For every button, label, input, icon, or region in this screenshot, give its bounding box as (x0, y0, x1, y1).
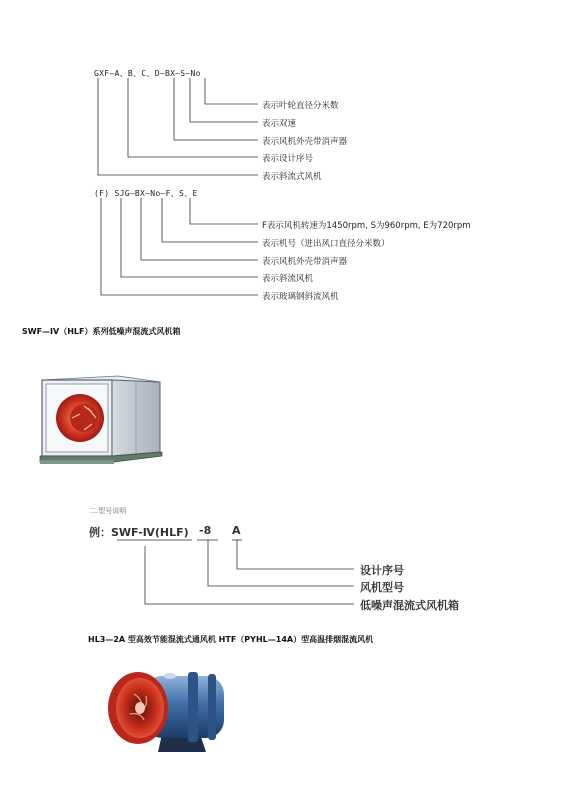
diagram3-code-prefix: 例：SWF-Ⅳ(HLF) (89, 526, 189, 539)
diagram1-label-1: 表示叶轮直径分米数 (262, 101, 339, 111)
diagram3-label-2: 风机型号 (360, 581, 404, 594)
d1-line-2 (190, 78, 258, 122)
d3-line-1 (237, 540, 354, 569)
d2-line-3 (141, 198, 258, 260)
section-label-model: 二.型号说明 (89, 507, 127, 515)
d1-line-4 (128, 78, 258, 157)
diagram3-label-1: 设计序号 (360, 564, 404, 577)
diagram1-code: GXF—A、B、C、D—BX—S—No (94, 69, 201, 78)
d3-line-3 (145, 546, 354, 604)
fan-cabinet-image (36, 372, 164, 468)
heading-swf-series: SWF—IV（HLF）系列低噪声混流式风机箱 (22, 327, 181, 336)
diagram3-code-num: -8 (199, 524, 212, 537)
mixed-flow-fan-image (100, 664, 230, 756)
d2-line-2 (162, 198, 258, 242)
diagram1-label-4: 表示设计序号 (262, 154, 314, 164)
d1-line-1 (205, 78, 258, 104)
d1-line-3 (174, 78, 258, 140)
d2-line-1 (190, 198, 258, 224)
diagram3-label-3: 低噪声混流式风机箱 (360, 599, 459, 612)
diagram2-label-3: 表示风机外壳带消声器 (262, 257, 348, 267)
d2-line-4 (121, 198, 258, 277)
d3-line-2 (208, 540, 354, 586)
diagram2-label-2: 表示机号（进出风口直径分米数） (262, 239, 390, 249)
diagram2-label-4: 表示斜流风机 (262, 274, 314, 284)
diagram2-label-1: F表示风机转速为1450rpm, S为960rpm, E为720rpm (262, 221, 471, 231)
heading-hl3-series: HL3—2A 型高效节能混流式通风机 HTF（PYHL—14A）型高温排烟混流风机 (88, 635, 374, 644)
d2-line-5 (101, 198, 258, 295)
diagram1-label-3: 表示风机外壳带消声器 (262, 137, 348, 147)
diagram1-label-5: 表示斜流式风机 (262, 172, 322, 182)
diagram2-code: (F) SJG—BX—No—F、S、E (94, 189, 198, 198)
diagram1-label-2: 表示双速 (262, 119, 297, 129)
diagram3-code-letter: A (232, 524, 241, 537)
d1-line-5 (98, 78, 258, 175)
diagram2-label-5: 表示玻璃钢斜流风机 (262, 292, 339, 302)
